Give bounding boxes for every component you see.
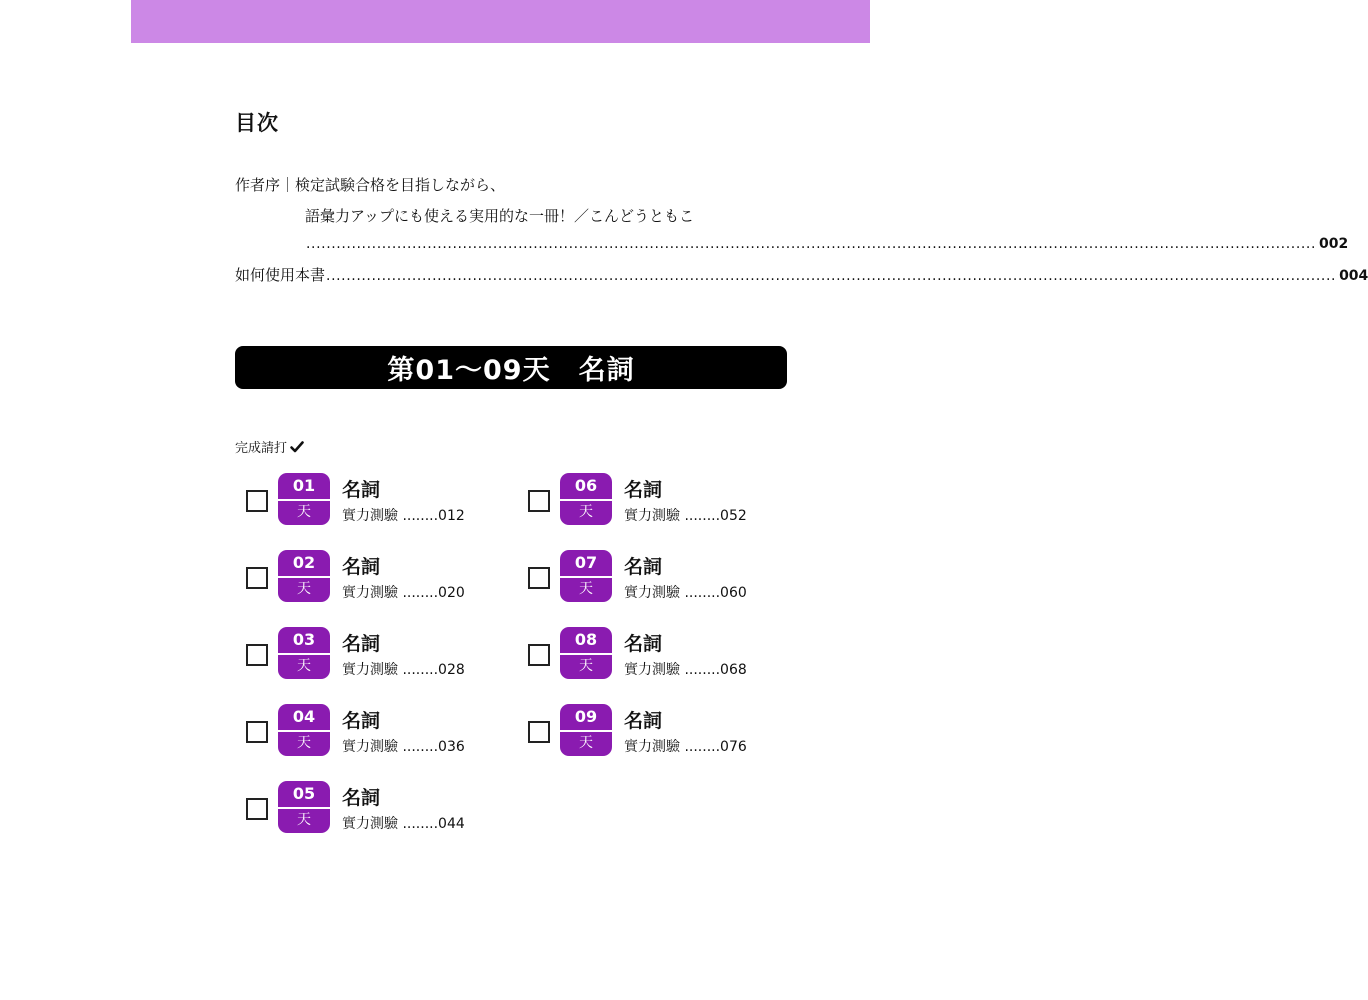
completion-checkbox[interactable] bbox=[246, 721, 268, 743]
entry-quiz-page: 實力測驗 ........060 bbox=[624, 585, 747, 601]
day-label: 天 bbox=[579, 581, 593, 597]
usage-page-number: 004 bbox=[1339, 268, 1368, 284]
completion-checkbox[interactable] bbox=[528, 567, 550, 589]
entry-title: 名詞 bbox=[342, 710, 381, 732]
top-color-band bbox=[131, 0, 870, 43]
day-number: 02 bbox=[292, 553, 316, 572]
entry-title: 名詞 bbox=[342, 556, 381, 578]
entry-quiz-page: 實力測驗 ........028 bbox=[342, 662, 465, 678]
completion-checkbox[interactable] bbox=[246, 567, 268, 589]
dot-leader: ........................................................................................................................................................................................................ bbox=[306, 236, 1317, 252]
day-number: 01 bbox=[292, 476, 316, 495]
completion-checkbox[interactable] bbox=[246, 490, 268, 512]
day-entry[interactable] bbox=[517, 550, 757, 602]
usage-toc-row[interactable] bbox=[235, 265, 1368, 285]
entry-title: 名詞 bbox=[342, 787, 381, 809]
day-label: 天 bbox=[579, 658, 593, 674]
day-number: 09 bbox=[574, 707, 598, 726]
entry-title: 名詞 bbox=[342, 479, 381, 501]
day-entry[interactable] bbox=[235, 627, 475, 679]
completion-checkbox[interactable] bbox=[528, 490, 550, 512]
dot-leader: ........................................................................................................................................................................................................ bbox=[326, 268, 1337, 284]
day-number: 07 bbox=[574, 553, 598, 572]
day-label: 天 bbox=[579, 504, 593, 520]
day-entry[interactable] bbox=[235, 704, 475, 756]
day-entry[interactable] bbox=[235, 473, 475, 525]
entry-quiz-page: 實力測驗 ........020 bbox=[342, 585, 465, 601]
entry-title: 名詞 bbox=[624, 479, 663, 501]
day-entry[interactable] bbox=[517, 627, 757, 679]
day-badge bbox=[278, 627, 330, 679]
day-label: 天 bbox=[297, 812, 311, 828]
day-badge bbox=[278, 704, 330, 756]
usage-label: 如何使用本書 bbox=[235, 266, 326, 284]
entry-title: 名詞 bbox=[342, 633, 381, 655]
day-label: 天 bbox=[297, 658, 311, 674]
day-number: 03 bbox=[292, 630, 316, 649]
day-entry[interactable] bbox=[235, 781, 475, 833]
section-header-bar bbox=[235, 346, 787, 389]
day-badge bbox=[278, 550, 330, 602]
toc-title: 目次 bbox=[235, 111, 279, 135]
preface-toc-row[interactable] bbox=[305, 234, 1349, 254]
entry-title: 名詞 bbox=[624, 556, 663, 578]
day-badge bbox=[278, 473, 330, 525]
completion-checkbox[interactable] bbox=[246, 798, 268, 820]
check-icon bbox=[290, 440, 304, 454]
day-number: 05 bbox=[292, 784, 316, 803]
entry-title: 名詞 bbox=[624, 710, 663, 732]
section-title: 第01～09天 名詞 bbox=[387, 355, 635, 386]
entry-quiz-page: 實力測驗 ........068 bbox=[624, 662, 747, 678]
book-page bbox=[131, 0, 1368, 1000]
preface-page-number: 002 bbox=[1319, 236, 1349, 252]
completion-checkbox[interactable] bbox=[246, 644, 268, 666]
day-entry[interactable] bbox=[517, 704, 757, 756]
entry-quiz-page: 實力測驗 ........052 bbox=[624, 508, 747, 524]
completion-note bbox=[235, 437, 304, 456]
entry-title: 名詞 bbox=[624, 633, 663, 655]
entry-quiz-page: 實力測驗 ........012 bbox=[342, 508, 465, 524]
day-label: 天 bbox=[579, 735, 593, 751]
completion-note-label: 完成請打 bbox=[235, 441, 288, 456]
day-badge bbox=[560, 550, 612, 602]
day-number: 06 bbox=[574, 476, 598, 495]
day-badge bbox=[278, 781, 330, 833]
preface-title-line1: 作者序｜検定試験合格を目指しながら、 bbox=[235, 176, 506, 194]
entry-quiz-page: 實力測驗 ........036 bbox=[342, 739, 465, 755]
entry-quiz-page: 實力測驗 ........044 bbox=[342, 816, 465, 832]
entry-quiz-page: 實力測驗 ........076 bbox=[624, 739, 747, 755]
completion-checkbox[interactable] bbox=[528, 721, 550, 743]
day-number: 04 bbox=[292, 707, 316, 726]
day-label: 天 bbox=[297, 581, 311, 597]
day-label: 天 bbox=[297, 735, 311, 751]
day-badge bbox=[560, 627, 612, 679]
day-badge bbox=[560, 473, 612, 525]
day-entry[interactable] bbox=[235, 550, 475, 602]
completion-checkbox[interactable] bbox=[528, 644, 550, 666]
day-entry[interactable] bbox=[517, 473, 757, 525]
day-number: 08 bbox=[574, 630, 598, 649]
preface-title-line2: 語彙力アップにも使える実用的な一冊！／こんどうともこ bbox=[305, 207, 694, 225]
day-label: 天 bbox=[297, 504, 311, 520]
day-badge bbox=[560, 704, 612, 756]
